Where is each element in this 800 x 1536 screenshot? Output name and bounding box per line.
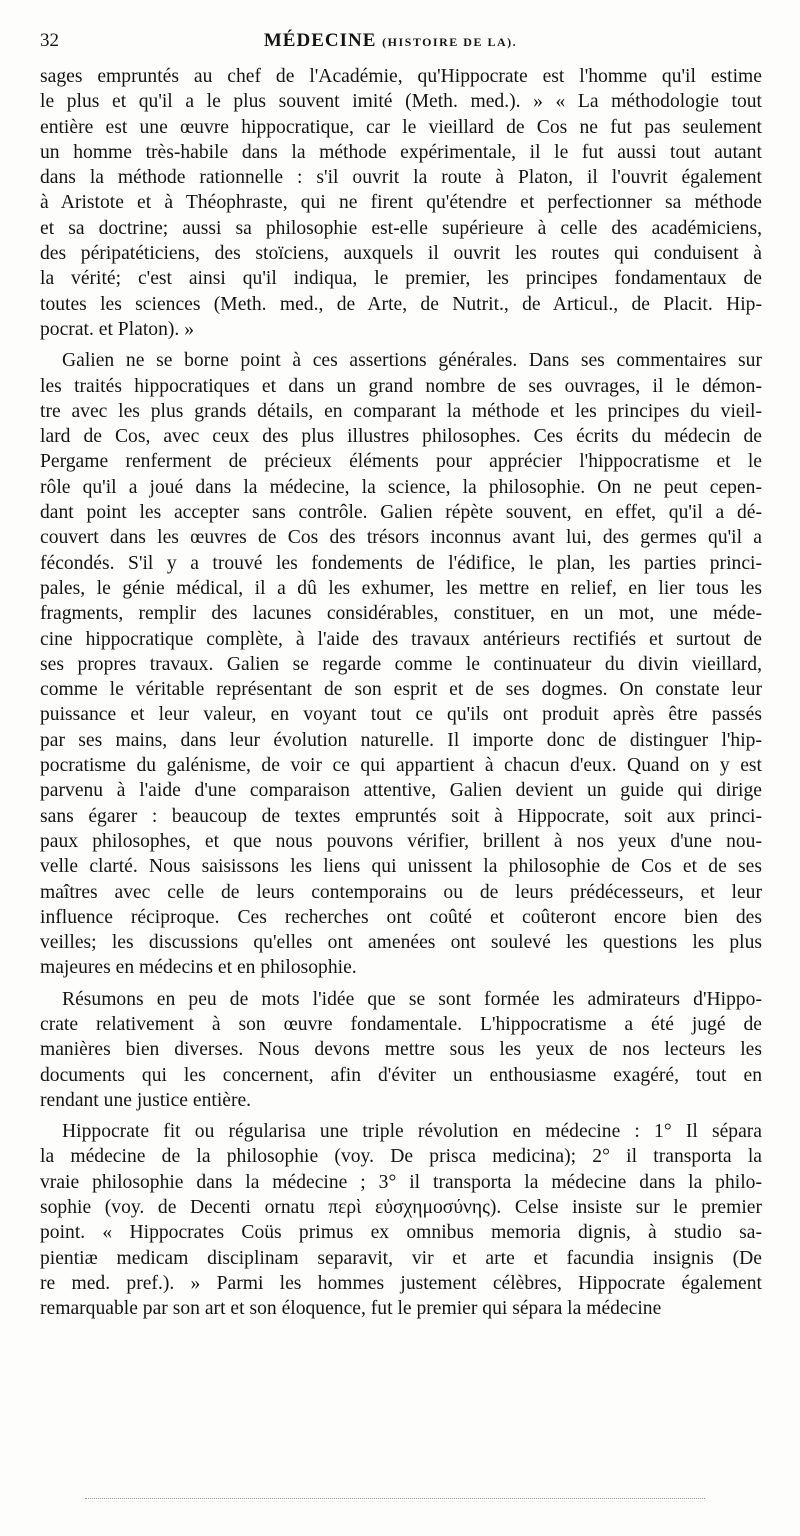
text-line: toutes les sciences (Meth. med., de Arte, de Nutrit., de Articul., de Placit. Hip- — [40, 293, 762, 315]
body-text — [40, 64, 762, 1322]
text-line: la vérité; c'est ainsi qu'il indiqua, le premier, les principes fondamentaux de — [40, 268, 762, 290]
page-header — [40, 30, 762, 64]
text-line: un homme très-habile dans la méthode expérimentale, il le fut aussi tout autant — [40, 141, 762, 163]
text-line: lard de Cos, avec ceux des plus illustres philosophes. Ces écrits du médecin de — [40, 426, 762, 448]
text-line: crate relativement à son œuvre fondamentale. L'hippocratisme a été jugé de — [40, 1013, 762, 1035]
text-line: fécondés. S'il y a trouvé les fondements de l'édifice, le plan, les parties princi- — [40, 552, 762, 574]
text-line: rendant une justice entière. — [40, 1089, 252, 1111]
text-line: documents qui les concernent, afin d'éviter un enthousiasme exagéré, tout en — [40, 1064, 762, 1086]
text-line: et sa doctrine; aussi sa philosophie est-elle supérieure à celle des académiciens, — [40, 217, 762, 239]
text-line: Hippocrate fit ou régularisa une triple révolution en médecine : 1° Il sépara — [62, 1121, 762, 1143]
text-line: paux philosophes, et que nous pouvons vérifier, brillent à nos yeux d'une nou- — [40, 830, 762, 852]
paragraph — [40, 348, 762, 980]
text-line: Galien ne se borne point à ces assertions générales. Dans ses commentaires sur — [62, 350, 762, 372]
page-number: 32 — [40, 30, 59, 51]
text-line: cine hippocratique complète, à l'aide des travaux antérieurs rectifiés et surtout de — [40, 628, 762, 650]
text-line: manières bien diverses. Nous devons mettre sous les yeux de nos lecteurs les — [40, 1039, 762, 1061]
text-line: rôle qu'il a joué dans la médecine, la science, la philosophie. On ne peut cepen- — [40, 476, 762, 498]
text-line: fragments, remplir des lacunes considérables, constituer, en un mot, une méde- — [40, 603, 762, 625]
text-line: velle clarté. Nous saisissons les liens qui unissent la philosophie de Cos et de ses — [40, 856, 762, 878]
text-line: les traités hippocratiques et dans un grand nombre de ses ouvrages, il le démon- — [40, 375, 762, 397]
text-line: la médecine de la philosophie (voy. De prisca medicina); 2° il transporta la — [40, 1146, 762, 1168]
footer-rule — [85, 1498, 705, 1499]
text-line: Pergame renferment de précieux éléments pour apprécier l'hippocratisme et le — [40, 451, 762, 473]
text-line: comme le véritable représentant de son esprit et de ses dogmes. On constate leur — [40, 679, 762, 701]
text-line: dans la méthode rationnelle : s'il ouvrit la route à Platon, il l'ouvrit également — [40, 167, 762, 189]
text-line: tre avec les plus grands détails, en comparant la méthode et les principes du vieil- — [40, 400, 762, 422]
text-line: pientiæ medicam disciplinam separavit, vir et arte et facundia insignis (De — [40, 1247, 762, 1269]
text-line: par ses mains, dans leur évolution naturelle. Il importe donc de distinguer l'hip- — [40, 729, 762, 751]
text-line: Résumons en peu de mots l'idée que se sont formée les admirateurs d'Hippo- — [62, 988, 762, 1010]
document-page — [40, 30, 762, 1322]
text-line: à Aristote et à Théophraste, qui ne firent qu'étendre et perfectionner sa méthode — [40, 192, 762, 214]
text-line: vraie philosophie dans la médecine ; 3° il transporta la médecine dans la philo- — [40, 1171, 762, 1193]
text-line: sages empruntés au chef de l'Académie, qu'Hippocrate est l'homme qu'il estime — [40, 66, 762, 87]
text-line: veilles; les discussions qu'elles ont amenées ont soulevé les questions les plus — [40, 932, 762, 954]
paragraph — [40, 1119, 762, 1321]
text-line: influence réciproque. Ces recherches ont coûté et coûteront encore bien des — [40, 906, 762, 928]
running-title-sub: (HISTOIRE DE LA). — [382, 35, 518, 49]
text-line: entière est une œuvre hippocratique, car le vieillard de Cos ne fut pas seulement — [40, 116, 762, 138]
text-line: maîtres avec celle de leurs contemporains ou de leurs prédécesseurs, et leur — [40, 881, 762, 903]
text-line: pocrat. et Platon). » — [40, 318, 194, 340]
text-line: parvenu à l'aide d'une comparaison attentive, Galien devient un guide qui dirige — [40, 780, 762, 802]
text-line: sans égarer : beaucoup de textes empruntés soit à Hippocrate, soit aux princi- — [40, 805, 762, 827]
text-line: le plus et qu'il a le plus souvent imité (Meth. med.). » « La méthodologie tout — [40, 91, 762, 113]
text-line: dant point les accepter sans contrôle. Galien répète souvent, en effet, qu'il a dé- — [40, 502, 762, 524]
text-line: pales, le génie médical, il a dû les exhumer, les mettre en relief, en lier tous les — [40, 577, 762, 599]
paragraph — [40, 987, 762, 1113]
text-line: remarquable par son art et son éloquence, fut le premier qui sépara la médecine — [40, 1298, 662, 1320]
text-line: ses propres travaux. Galien se regarde comme le continuateur du divin vieillard, — [40, 653, 762, 675]
text-line: point. « Hippocrates Coüs primus ex omnibus memoria dignis, à studio sa- — [40, 1222, 762, 1244]
running-title-main: MÉDECINE — [263, 30, 377, 51]
paragraph — [40, 64, 762, 342]
text-line: re med. pref.). » Parmi les hommes justement célèbres, Hippocrate également — [40, 1272, 762, 1294]
text-line: pocratisme du galénisme, de voir ce qui appartient à chacun d'eux. Quand on y est — [40, 755, 762, 777]
running-title — [59, 30, 762, 52]
text-line: puissance et leur valeur, en voyant tout ce qu'ils ont produit après être passés — [40, 704, 762, 726]
text-line: couvert dans les œuvres de Cos des trésors inconnus avant lui, des germes qu'il a — [40, 527, 762, 549]
text-line: des péripatéticiens, des stoïciens, auxquels il ouvrit les routes qui conduisent à — [40, 243, 762, 265]
text-line: sophie (voy. de Decenti ornatu περὶ εὐσχημοσύνης). Celse insiste sur le premier — [40, 1197, 762, 1219]
text-line: majeures en médecins et en philosophie. — [40, 957, 357, 979]
